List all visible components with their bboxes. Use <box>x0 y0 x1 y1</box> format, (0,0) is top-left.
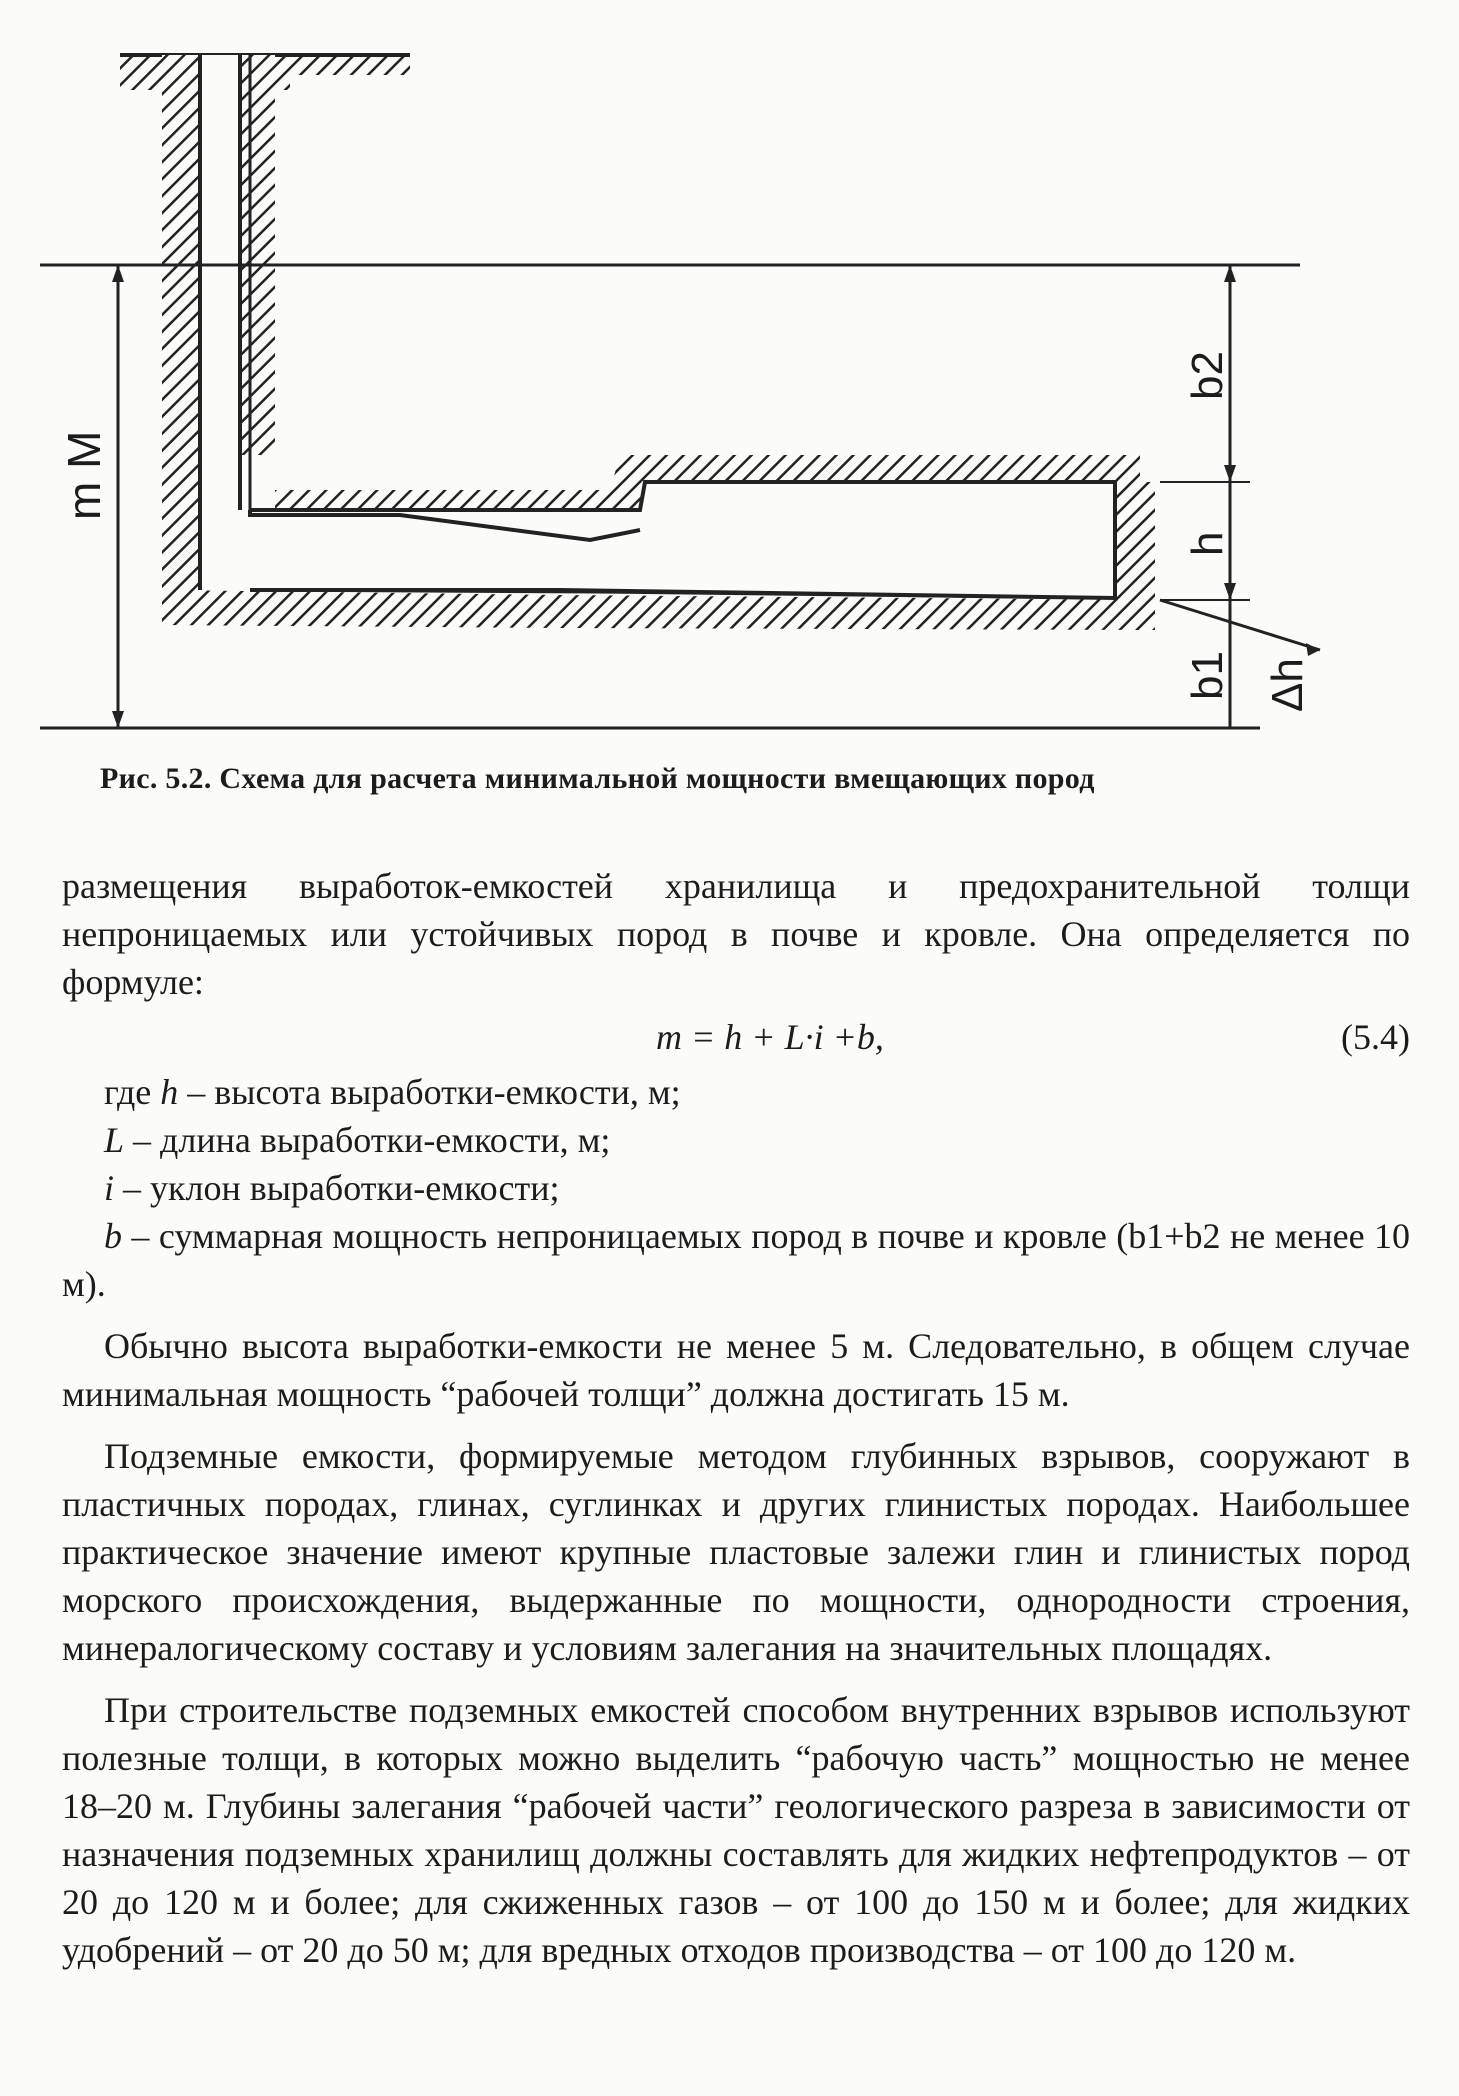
shaft-right-wall <box>240 55 275 455</box>
definition-h: где h – высота выработки-емкости, м; <box>104 1072 681 1112</box>
formula-line <box>62 1013 1410 1061</box>
label-h: h <box>1183 531 1232 556</box>
definitions-list <box>62 1068 1410 1308</box>
label-b1: b1 <box>1183 651 1232 700</box>
paragraph-3: При строительстве подземных емкостей способом внутренних взрывов используют полезные толщи, в которых можно выделить “рабочую часть” мощностью не менее 18–20 м. Глубины залегания “рабочей части” геологического разреза в зависимости от назначения подземных хранилищ должны составлять для жидких нефтепродуктов – от 20 до 120 м и более; для сжиженных газов – от 100 до 150 м и более; для жидких удобрений – от 20 до 50 м; для вредных отходов производства – от 100 до 120 м. <box>62 1690 1410 1970</box>
paragraph-1: Обычно высота выработки-емкости не менее 5 м. Следовательно, в общем случае минимальная мощность “рабочей толщи” должна достигать 15 м. <box>62 1326 1410 1414</box>
intro-paragraph: размещения выработок-емкостей хранилища и предохранительной толщи непроницаемых или устойчивых пород в почве и кровле. Она определяется по формуле: <box>62 866 1410 1002</box>
definition-b: b – суммарная мощность непроницаемых пород в почве и кровле (b1+b2 не менее 10 м). <box>62 1216 1410 1304</box>
body-paragraphs <box>62 1322 1410 1974</box>
label-delta-h: Δh <box>1263 658 1312 712</box>
formula-expression: m = h + L·i +b, <box>656 1017 884 1057</box>
shaft-left-wall <box>162 55 200 600</box>
label-b2: b2 <box>1183 351 1232 400</box>
paragraph-2: Подземные емкости, формируемые методом глубинных взрывов, сооружают в пластичных породах, глинах, суглинках и других глинистых породах. Наибольшее практическое значение имеют крупные пластовые залежи глин и глинистых пород морского происхождения, выдержанные по мощности, однородности строения, минералогическому составу и условиям залегания на значительных площадях. <box>62 1436 1410 1668</box>
label-m-M: m M <box>58 430 110 520</box>
right-wall-hatch <box>1115 482 1155 605</box>
intro-paragraph-block <box>62 862 1410 1006</box>
figure-5-2 <box>0 0 1459 745</box>
definition-L: L – длина выработки-емкости, м; <box>104 1120 611 1160</box>
figure-caption: Рис. 5.2. Схема для расчета минимальной мощности вмещающих пород <box>100 762 1095 795</box>
storage-scheme-diagram <box>0 0 1459 745</box>
formula-number: (5.4) <box>1341 1017 1410 1057</box>
definition-i: i – уклон выработки-емкости; <box>104 1168 560 1208</box>
